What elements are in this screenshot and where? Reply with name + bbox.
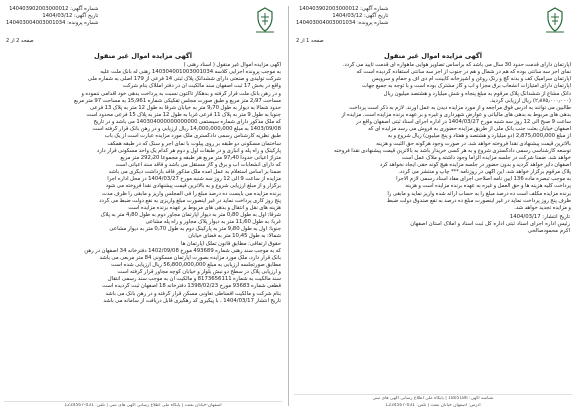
body-line: مطابق صورتجلسه ارزیابی به مبلغ 56٫800٫000٫000 ریال ارزیابی شده است [111, 261, 281, 268]
page-number: صفحه 2 از 2 [6, 38, 34, 44]
body-line: آپارتمان دارای امتیازات انشعاب برق مجزا و آب و گاز مشترک بوده است و با توجه به جمیع جهات [362, 83, 571, 90]
body-line: شرکت تولیدی و صنعتی دارای ششدانگ پلاک ثبتی 14 فرعی از 179 اصلی به شماره ملی [87, 76, 281, 83]
body-line: جنوباً: اول به طول 9٫80 متر به پارکینگ دوم به طول 0٫70 متر به دیوار مشاعی [109, 226, 281, 233]
notice-number: شماره آگهی: 140403902003000012 [9, 6, 99, 12]
page-header [290, 0, 576, 52]
body-line: ساختمان مسکونی دو طبقه بر روی پیلوت با نمای آجر و سنگ که در طبقه همکف [107, 140, 281, 147]
notice-number: شماره آگهی: 140403902003000012 [299, 6, 389, 12]
body-line: پنج روز کاری پرداخت نماید در غیر اینصورت مبلغ واریزی به نفع دولت ضبط می گردد [99, 197, 281, 204]
body-line: اصفهان خیابان بعثت جنب بانک ملی از طریق مزایده حضوری به فروش می رسد مزایده ای که [368, 126, 571, 133]
notice-date: تاریخ آگهی: 1404/03/12 [42, 13, 99, 19]
body-line: ظرف پنج روز پرداخت نماید در غیر اینصورت مبلغ ده درصد به نفع صندوق دولت ضبط [387, 197, 571, 204]
body-line: پرداخت کلیه هزینه ها و حق العمل و غیره به عهده برنده مزایده است و هزینه [405, 183, 571, 190]
body-line: آپارتمان دارای قدمت حدود 30 سال می باشد که براساس تصاویر هوایی ماهواره ای قدمت تایید می گردد. [342, 62, 571, 68]
body-line: و ارزیابی پلاک در سطح دو نبش بلوار و خیابان کوچه مجاور قرار گرفته است [117, 269, 281, 276]
body-line: که دارای انشعابات آب و برق و گاز مستقل می باشد و فاقد سند اعیانی است [115, 161, 281, 168]
body-line: حقوق ارتفاقی: مطابق قانون تملک آپارتمان ها [180, 240, 281, 247]
notice-date: تاریخ آگهی: 1404/03/12 [332, 13, 389, 19]
signature-block [290, 214, 570, 235]
body-line: پلاک مرقوم برگزار خواهد شد. این آگهی در روزنامه *** چاپ و منتشر می گردد. [398, 169, 571, 176]
page-divider [288, 6, 289, 406]
signature-line: رئیس اداره اجرای اسناد ثبتی اداره کل ثبت اسناد و املاک استان اصفهان [410, 221, 570, 228]
registry-emblem-icon [542, 6, 568, 36]
body-line: 1403/09/08 به مبلغ 14٫000٫000٫000 ریال ارزیابی و در رهن بانک قرار گرفته است [92, 126, 281, 133]
body-line: هزینه های نقل و انتقال و بدهی های مربوط بر عهده برنده مزایده است [128, 204, 281, 211]
body-line: بنام شرکت و مالکیت اقساطی تعاونی مسکن قرار گرفته و در رهن بانک می باشد [105, 290, 281, 297]
body-line: ساعت 9 صبح الی 12 روز سه شنبه مورخ 1404/03/27 در اداره اجرای اسناد ثبتی اصفهان واقع در [356, 119, 571, 126]
body-line: بالاترین قیمت پیشنهادی نقداً فروخته خواهد شد. در صورت وجود هرگونه حق الثبت و هزینه [376, 140, 571, 147]
body-line: متراژ اعیانی حدوداً 97٫40 متر مربع هر طبقه و مجموعاً 292٫20 متر مربع [120, 154, 281, 161]
body-line: دانگ مشاع از ششدانگ پلاک مرقوم به مبلغ پنجاه و شش میلیارد و هشتصد میلیون ریال [383, 90, 571, 97]
body-line: بدهی های مربوط به بدهی های مالیاتی و عوارض شهرداری و غیره و بر عهده برنده مزایده است. مزایده از [341, 111, 571, 118]
body-line: سند مالکیت به شماره 8173656111 و مالکیت آن به موجب سند رسمی انتقال [107, 276, 281, 283]
body-line: از مبلغ 2٫875٫000٫000 (دو میلیارد و هشتصد و هفتاد و پنج میلیون) ریال شروع و به [387, 133, 571, 140]
body-line: قطعی شماره 93683 مورخ 1398/02/23 دفترخانه 18 اصفهان ثبت گردیده است [102, 283, 281, 290]
body-line: آپارتمان سرامیک کف و بدنه گچ و رنگ روغن و آشپزخانه کابینت ام دی اف و حمام و سرویس [371, 76, 571, 83]
body-line: که به موجب سند رهنی شماره 493689 مورخ 1402/09/08 دفترخانه 34 اصفهان در رهن [84, 247, 281, 254]
footer-line: آدرس: اصفهان خیابان بعثت | تلفن: 031-1234567 [385, 402, 481, 408]
body-line: واقع در بخش 17 ثبت اصفهان سند مالکیت آن در دفتر امللاک بنام شرکت [122, 83, 281, 90]
body-line: حدود شمالا به دیوار به طول 9٫70 متر به خیابان شرقا به طول 12 متر به پلاک 13 فرعی [90, 104, 281, 111]
body-line: اصفهان دایر خواهد گردید و بدون حضور در جلسه مزایده هیچ گونه حقی ایجاد نخواهد کرد [379, 161, 571, 168]
body-line: غرباً: به طول 11٫60 متر به دیوار پلاک مجاور و راه پله مشاعی [145, 219, 281, 226]
footer-line: شناسه آگهی: 1805186 | پایگاه ملی اطلاع رسانی آگهی های ثبتی [372, 395, 494, 401]
notice-meta [296, 6, 388, 27]
body-line: بانک قرار دارد، ملک مورد مزایده بصورت آپارتمان مسکونی 84 متر مربعی می باشد [99, 254, 281, 261]
notice-body [295, 62, 571, 212]
page-header [0, 0, 286, 52]
body-line: برگزار و از مبلغ ارزیابی شروع و به بالاترین قیمت پیشنهادی نقدا فروخته می شود [105, 183, 281, 190]
body-line: برنده مزایده می بایست ده درصد مبلغ را فی المجلس واریز و مابقی را ظرف مدت [101, 190, 281, 197]
body-line: طالبین می توانند به آدرس فوق مراجعه و از مورد مزایده دیدن به عمل آورند. لازم به ذکر است پرداخت [349, 104, 571, 111]
body-line: برنده مزایده مکلف است ده درصد مبلغ را به حساب ارائه شده واریز نماید و مابقی را [387, 190, 571, 197]
body-line: به موجب پرونده اجرایی کلاسه 140304001003001034 رهنی له بانک ملت علیه [100, 69, 281, 76]
case-number: شماره پرونده: 140403004003001034 [6, 20, 99, 26]
body-line: طبق نظریه کارشناس رسمی دادگستری ملک مورد مزایده عبارت است از یک باب [104, 133, 281, 140]
body-line: نمای آجر سه سانتی بوده که هم در شمال و هم در جنوب از اجر سه سانتی استفاده گردیده است که [356, 69, 571, 76]
notice-title: آگهی مزایده اموال غیر منقول [383, 52, 483, 60]
notice-page-2 [0, 0, 286, 413]
body-line: که ملک مذکور دارای شماره سیستمی 140304000000000000 می باشد و در تاریخ [93, 119, 281, 126]
page-footer [294, 394, 572, 410]
body-line: پارکینگ و راه پله و انباری و در طبقات اول و دوم هر کدام یک واحد مسکونی قرار دارد [96, 147, 281, 154]
body-line: به موجب تبصره ماده 136 آیین نامه اصلاحی اجرای مفاد اسناد رسمی لازم الاجرا [396, 176, 571, 183]
notice-body [5, 62, 281, 305]
body-line: مساحت 2٫97 متر مربع و طبق صورت مجلس تفکیکی شماره 15٫961 به مساحت 97 متر مربع [73, 97, 281, 104]
footer-line: اصفهان-خیابان بعثت | پایگاه ملی اطلاع رسانی آگهی های ثبتی | تلفن: 031-1234567 [64, 402, 222, 408]
signature-line: اکرم محمودصالحی [527, 228, 570, 235]
body-line: ضمنا بر اساس استعلام به عمل آمده ملک مذکور فاقد بازداشت دیگری می باشد [108, 169, 281, 176]
body-line: و در رهن بانک ملت قرار گرفته و بدهکار تاکنون نسبت به پرداخت بدهی خود اقدامی ننموده و [81, 90, 281, 97]
body-line: تاریخ انتشار 1404/03/17 ، با پیگیری کد رهگیری قابل دریافت از سامانه می باشد [103, 297, 281, 304]
notice-subtitle: آگهی مزایده اموال غیر منقول ( اسناد رهنی ) [183, 62, 281, 68]
body-line: جنوبا به طول 9 متر به پلاک 11 فرعی غربا به طول 12 متر به پلاک 15 فرعی محدود است [86, 111, 281, 118]
page-number: صفحه 1 از 2 [296, 38, 324, 44]
page-footer [4, 401, 282, 410]
case-number: شماره پرونده: 140403004003001034 [296, 20, 389, 26]
body-line: توسعه کارشناسی رسمی دادگستری شروع و به هر کسی خریدار باشد به بالاترین قیمت پیشنهادی نقداً فروخته [333, 147, 571, 154]
body-line: شمالاً: به طول 10٫45 متر به فضای خیابان [188, 233, 281, 240]
signature-line: تاریخ انتشار: 1404/03/17 [509, 213, 570, 220]
body-line: (۲٫۸۷۵٫۰۰۰٫۰۰۰) ریال ارزیابی گردید. [489, 97, 571, 104]
body-line: مزایده از ساعت 9 الی 12 روز سه شنبه مورخ 1404/03/27 در محل اداره اجرا [107, 176, 281, 183]
notice-page-1 [290, 0, 576, 413]
notice-meta [6, 6, 98, 27]
body-line: و مزایده تجدید خواهد شد. [514, 204, 571, 211]
registry-emblem-icon [252, 6, 278, 36]
body-line: شرقاً: اول به طول 0٫80 متر به دیوار آپارتمان مجاور دوم به طول 4٫80 متر به پلاک [100, 211, 281, 218]
notice-title: آگهی مزایده اموال غیر منقول [93, 52, 193, 60]
body-line: خواهد شد. ضمنا شرکت در جلسه مزایده الزاما وجود داشته و ملاک عمل است [401, 154, 571, 161]
